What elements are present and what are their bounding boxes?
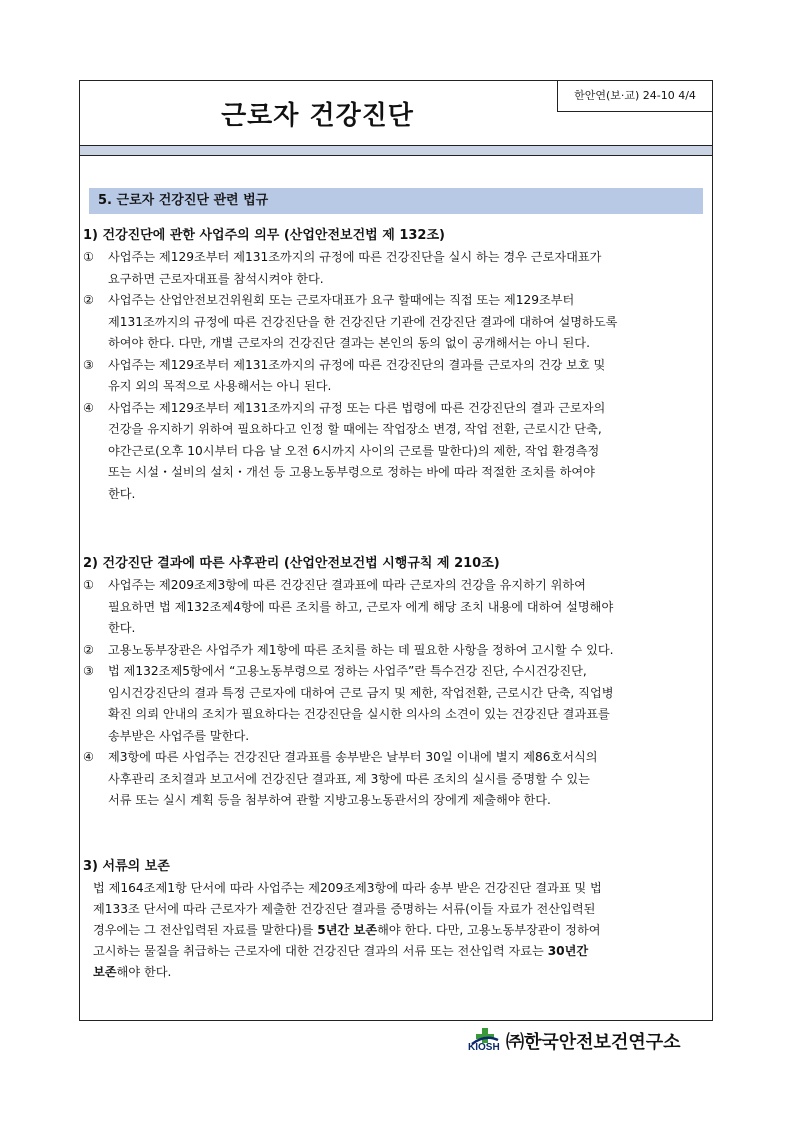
list-item: [83, 640, 709, 662]
subsection-title-2: 2) 건강진단 결과에 따른 사후관리 (산업안전보건법 시행규칙 제 210조): [83, 556, 500, 571]
document-header: [80, 81, 712, 146]
item-text: 사업주는 제129조부터 제131조까지의 규정에 따른 건강진단의 결과를 근로자의 건강 보호 및 유지 외의 목적으로 사용해서는 아니 된다.: [108, 357, 606, 393]
paragraph-text: 해야 한다.: [116, 964, 172, 979]
logo-abbreviation: KIOSH: [468, 1042, 500, 1053]
paragraph-text: 법 제164조제1항 단서에 따라 사업주는 제209조제3항에 따라 송부 받은 건강진단 결과표 및 법 제133조 단서에 따라 근로자가 제출한 건강진단 결과를 증명하는 서류(이들 자료가 전산입력된 경우에는 그 전산입력된 자료를 말한다)를: [93, 880, 602, 937]
list-item: [83, 355, 709, 398]
item-number: ②: [83, 293, 94, 307]
section-heading: 5. 근로자 건강진단 관련 법규: [89, 188, 703, 214]
item-number: ③: [83, 664, 94, 678]
list-item: [83, 247, 709, 290]
list-item: [83, 290, 709, 355]
item-number: ②: [83, 642, 94, 657]
document-frame: [79, 80, 713, 1021]
list-item: [83, 661, 709, 747]
header-divider-band: [80, 145, 712, 156]
list-item: [83, 398, 709, 506]
item-text: 사업주는 제209조제3항에 따른 건강진단 결과표에 따라 근로자의 건강을 유지하기 위하여 필요하면 법 제132조제4항에 따른 조치를 하고, 근로자 에게 해당 조치 내용에 대하여 설명해야 한다.: [108, 578, 614, 635]
organization-name: ㈜한국안전보건연구소: [506, 1032, 681, 1053]
item-number: ③: [83, 357, 94, 372]
item-number: ①: [83, 578, 94, 592]
list-item: [83, 747, 709, 812]
list-item: [83, 575, 709, 640]
organization-logo: [468, 1022, 708, 1058]
paragraph-text: 해야 한다. 다만, 고용노동부장관이 정하여 고시하는 물질을 취급하는 근로자에 대한 건강진단 결과의 서류 또는 전산입력 자료는: [93, 922, 601, 958]
item-text: 사업주는 제129조부터 제131조까지의 규정에 따른 건강진단을 실시 하는 경우 근로자대표가 요구하면 근로자대표를 참석시켜야 한다.: [108, 250, 602, 286]
section-content: [83, 225, 709, 983]
page-title: 근로자 건강진단: [221, 101, 414, 131]
item-text: 제3항에 따른 사업주는 건강진단 결과표를 송부받은 날부터 30일 이내에 별지 제86호서식의 사후관리 조치결과 보고서에 건강진단 결과표, 제 3항에 따른 조치의 실시를 증명할 수 있는 서류 또는 실시 계획 등을 첨부하여 관할 지방고용노동관서의 장에게 제출해야 한다.: [108, 750, 598, 807]
item-number: ①: [83, 250, 94, 264]
item-text: 고용노동부장관은 사업주가 제1항에 따른 조치를 하는 데 필요한 사항을 정하여 고시할 수 있다.: [108, 642, 614, 657]
item-number: ④: [83, 400, 94, 415]
subsection-title-1: 1) 건강진단에 관한 사업주의 의무 (산업안전보건법 제 132조): [83, 228, 445, 243]
emphasis-text: 5년간 보존: [317, 922, 378, 937]
subsection-title-3: 3) 서류의 보존: [83, 858, 170, 874]
item-number: ④: [83, 750, 94, 764]
item-text: 법 제132조제5항에서 “고용노동부령으로 정하는 사업주”란 특수건강 진단, 수시건강진단, 임시건강진단의 결과 특정 근로자에 대하여 근로 금지 및 제한, 작업전환, 근로시간 단축, 직업병 확진 의뢰 안내의 조치가 필요하다는 건강진단을 실시한 의사의 소견이 있는 건강진단 결과표를 송부받은 사업주를 말한다.: [108, 664, 614, 743]
document-code-box: 한안연(보·교) 24-10 4/4: [557, 80, 713, 112]
retention-paragraph: [83, 878, 709, 983]
item-text: 사업주는 제129조부터 제131조까지의 규정 또는 다른 법령에 따른 건강진단의 결과 근로자의 건강을 유지하기 위하여 필요하다고 인정 할 때에는 작업장소 변경, 작업 전환, 근로시간 단축, 야간근로(오후 10시부터 다음 날 오전 6시까지 사이의 근로를 말한다)의 제한, 작업 환경측정 또는 시설・설비의 설치・개선 등 고용노동부령으로 정하는 바에 따라 적절한 조치를 하여야 한다.: [108, 400, 606, 501]
item-text: 사업주는 산업안전보건위원회 또는 근로자대표가 요구 할때에는 직접 또는 제129조부터 제131조까지의 규정에 따른 건강진단을 한 건강진단 기관에 건강진단 결과에 대하여 설명하도록 하여야 한다. 다만, 개별 근로자의 건강진단 결과는 본인의 동의 없이 공개해서는 아니 된다.: [108, 293, 618, 350]
emphasis-text: 30년간 보존: [93, 943, 589, 979]
